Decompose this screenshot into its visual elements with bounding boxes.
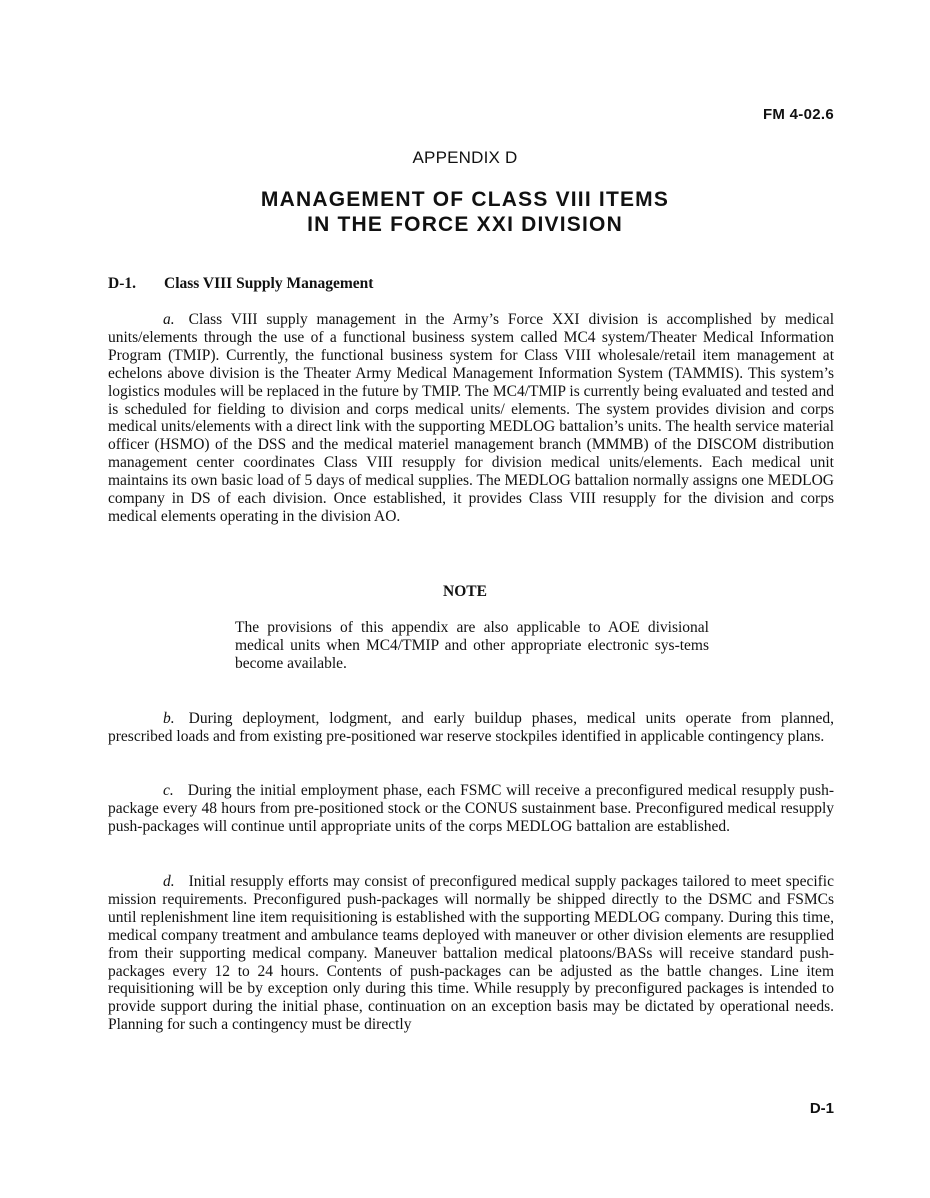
appendix-title-line-1: MANAGEMENT OF CLASS VIII ITEMS — [260, 188, 670, 211]
note-text: The provisions of this appendix are also applicable to AOE divisional medical units when MC4/TMIP and other appropriate electronic sys-tems become available. — [235, 619, 709, 672]
appendix-label: APPENDIX D — [412, 148, 518, 167]
paragraph-d-text: Initial resupply efforts may consist of preconfigured medical supply packages tailored to meet specific mission requirements. Preconfigured push-packages will normally be shipped directly to the DSMC and FSMCs until replenishment line item requisitioning is established with the supporting MEDLOG company. During this time, medical company treatment and ambulance teams deployed with maneuver or other division elements are resupplied from their supporting medical company. Maneuver battalion medical platoons/BASs will receive standard push-packages every 12 to 24 hours. Contents of push-packages can be adjusted as the battle changes. Line item requisitioning will be by exception only during this time. While resupply by preconfigured packages is intended to provide support during the initial phase, continuation on an exception basis may be dictated by operational needs. Planning for such a contingency must be directly — [108, 873, 834, 1034]
note-heading: NOTE — [443, 583, 487, 600]
paragraph-b — [108, 710, 834, 746]
section-heading — [108, 275, 373, 293]
paragraph-d-letter: d. — [163, 873, 175, 890]
section-number: D-1. — [108, 275, 136, 292]
appendix-title-line-2: IN THE FORCE XXI DIVISION — [307, 213, 623, 236]
paragraph-a-text: Class VIII supply management in the Army’s Force XXI division is accomplished by medical units/elements through the use of a functional business system called MC4 system/Theater Medical Information Program (TMIP). Currently, the functional business system for Class VIII wholesale/retail item management at echelons above division is the Theater Army Medical Management Information System (TAMMIS). This system’s logistics modules will be replaced in the future by TMIP. The MC4/TMIP is currently being evaluated and tested and is scheduled for fielding to division and corps medical units/ elements. The system provides division and corps medical units/elements with a direct link with the supporting MEDLOG battalion’s units. The health service material officer (HSMO) of the DSS and the medical materiel management branch (MMMB) of the DISCOM distribution management center coordinates Class VIII resupply for division medical units/elements. Each medical unit maintains its own basic load of 5 days of medical supplies. The MEDLOG battalion normally assigns one MEDLOG company in DS of each division. Once established, it provides Class VIII resupply for the division and corps medical elements operating in the division AO. — [108, 311, 834, 525]
paragraph-a-letter: a. — [163, 311, 175, 328]
page-number: D-1 — [809, 1100, 834, 1117]
paragraph-c — [108, 782, 834, 836]
paragraph-d — [108, 873, 834, 1034]
paragraph-c-text: During the initial employment phase, each FSMC will receive a preconfigured medical resupply push-package every 48 hours from pre-positioned stock or the CONUS sustainment base. Preconfigured medical resupply push-packages will continue until appropriate units of the corps MEDLOG battalion are established. — [108, 782, 834, 835]
section-title: Class VIII Supply Management — [164, 275, 374, 292]
appendix-title — [0, 187, 930, 237]
paragraph-b-text: During deployment, lodgment, and early buildup phases, medical units operate from planned, prescribed loads and from existing pre-positioned war reserve stockpiles identified in applicable contingency plans. — [108, 710, 834, 745]
paragraph-a — [108, 311, 834, 526]
field-manual-code: FM 4-02.6 — [762, 106, 834, 123]
paragraph-c-letter: c. — [163, 782, 174, 799]
paragraph-b-letter: b. — [163, 710, 175, 727]
